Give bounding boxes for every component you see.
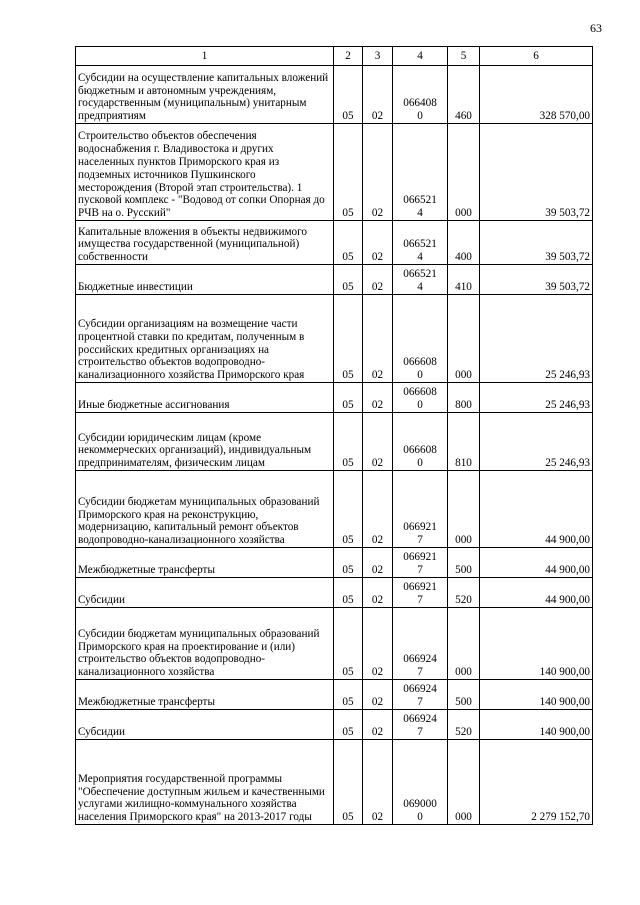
amount: 140 900,00 — [480, 608, 593, 680]
target-article-code-top: 066521 — [403, 194, 437, 207]
row-name: Межбюджетные трансферты — [76, 548, 334, 578]
target-article-code-bottom: 0 — [417, 811, 423, 824]
amount: 44 900,00 — [480, 548, 593, 578]
row-name: Строительство объектов обеспечения водоснабжения г. Владивостока и других населенных пунктов Приморского края из подземных источников Пушкинского месторождения (Второй этап строительства). 1 пусковой комплекс - "Водовод от сопки Опорная до РЧВ на о. Русский" — [76, 124, 334, 221]
row-name: Капитальные вложения в объекты недвижимого имущества государственной (муниципальной) собственности — [76, 221, 334, 265]
expense-type-code: 000 — [448, 471, 480, 548]
table-row — [76, 221, 593, 265]
row-name: Субсидии бюджетам муниципальных образований Приморского края на реконструкцию, модернизацию, капитальный ремонт объектов водопроводно-канализационного хозяйства — [76, 471, 334, 548]
target-article-code-bottom: 0 — [417, 399, 423, 412]
row-name: Бюджетные инвестиции — [76, 265, 334, 295]
section-code: 05 — [334, 578, 363, 608]
target-article-code-top: 066924 — [403, 713, 437, 726]
subsection-code: 02 — [363, 124, 393, 221]
table-row — [76, 680, 593, 710]
row-name: Субсидии юридическим лицам (кроме некоммерческих организаций), индивидуальным предпринимателям, физическим лицам — [76, 413, 334, 471]
target-article-code-bottom: 4 — [417, 281, 423, 294]
row-name: Субсидии — [76, 578, 334, 608]
target-article-code — [393, 578, 448, 608]
row-name: Иные бюджетные ассигнования — [76, 383, 334, 413]
target-article-code-top: 066924 — [403, 653, 437, 666]
column-header-6: 6 — [480, 47, 593, 66]
amount: 25 246,93 — [480, 383, 593, 413]
target-article-code — [393, 66, 448, 124]
target-article-code-bottom: 4 — [417, 251, 423, 264]
expense-type-code: 810 — [448, 413, 480, 471]
row-name: Межбюджетные трансферты — [76, 680, 334, 710]
target-article-code-bottom: 7 — [417, 594, 423, 607]
target-article-code — [393, 710, 448, 740]
table-row — [76, 740, 593, 825]
table-row — [76, 66, 593, 124]
expense-type-code: 410 — [448, 265, 480, 295]
expense-type-code: 520 — [448, 578, 480, 608]
table-row — [76, 608, 593, 680]
amount: 328 570,00 — [480, 66, 593, 124]
amount: 39 503,72 — [480, 124, 593, 221]
column-header-2: 2 — [334, 47, 363, 66]
target-article-code-top: 066408 — [403, 97, 437, 110]
section-code: 05 — [334, 740, 363, 825]
target-article-code-bottom: 4 — [417, 207, 423, 220]
target-article-code-top: 066521 — [403, 268, 437, 281]
amount: 25 246,93 — [480, 413, 593, 471]
target-article-code — [393, 124, 448, 221]
expense-type-code: 400 — [448, 221, 480, 265]
subsection-code: 02 — [363, 221, 393, 265]
target-article-code — [393, 295, 448, 383]
section-code: 05 — [334, 265, 363, 295]
page-number: 63 — [590, 21, 602, 35]
target-article-code-bottom: 7 — [417, 726, 423, 739]
target-article-code-bottom: 0 — [417, 110, 423, 123]
table-row — [76, 295, 593, 383]
table-row — [76, 548, 593, 578]
budget-table — [75, 46, 593, 825]
amount: 39 503,72 — [480, 265, 593, 295]
target-article-code — [393, 740, 448, 825]
expense-type-code: 500 — [448, 680, 480, 710]
target-article-code-top: 066608 — [403, 356, 437, 369]
subsection-code: 02 — [363, 66, 393, 124]
row-name: Мероприятия государственной программы "Обеспечение доступным жильем и качественными услугами жилищно-коммунального хозяйства населения Приморского края" на 2013-2017 годы — [76, 740, 334, 825]
column-header-3: 3 — [363, 47, 393, 66]
target-article-code — [393, 548, 448, 578]
section-code: 05 — [334, 124, 363, 221]
amount: 2 279 152,70 — [480, 740, 593, 825]
target-article-code — [393, 471, 448, 548]
subsection-code: 02 — [363, 383, 393, 413]
column-number-row — [76, 47, 593, 66]
subsection-code: 02 — [363, 578, 393, 608]
target-article-code-top: 066921 — [403, 521, 437, 534]
section-code: 05 — [334, 548, 363, 578]
subsection-code: 02 — [363, 413, 393, 471]
row-name: Субсидии — [76, 710, 334, 740]
subsection-code: 02 — [363, 680, 393, 710]
expense-type-code: 000 — [448, 740, 480, 825]
section-code: 05 — [334, 608, 363, 680]
column-header-5: 5 — [448, 47, 480, 66]
subsection-code: 02 — [363, 608, 393, 680]
target-article-code — [393, 413, 448, 471]
amount: 140 900,00 — [480, 680, 593, 710]
target-article-code-top: 069000 — [403, 798, 437, 811]
table-row — [76, 710, 593, 740]
target-article-code-top: 066608 — [403, 444, 437, 457]
target-article-code-top: 066921 — [403, 551, 437, 564]
amount: 140 900,00 — [480, 710, 593, 740]
target-article-code-top: 066924 — [403, 683, 437, 696]
row-name: Субсидии бюджетам муниципальных образований Приморского края на проектирование и (или) строительство объектов водопроводно-канализационного хозяйства — [76, 608, 334, 680]
target-article-code — [393, 680, 448, 710]
section-code: 05 — [334, 413, 363, 471]
subsection-code: 02 — [363, 740, 393, 825]
expense-type-code: 800 — [448, 383, 480, 413]
target-article-code-bottom: 0 — [417, 457, 423, 470]
table-row — [76, 471, 593, 548]
table-row — [76, 124, 593, 221]
column-header-4: 4 — [393, 47, 448, 66]
section-code: 05 — [334, 221, 363, 265]
expense-type-code: 460 — [448, 66, 480, 124]
subsection-code: 02 — [363, 710, 393, 740]
target-article-code-bottom: 0 — [417, 369, 423, 382]
expense-type-code: 000 — [448, 608, 480, 680]
target-article-code-bottom: 7 — [417, 696, 423, 709]
target-article-code-top: 066608 — [403, 386, 437, 399]
section-code: 05 — [334, 710, 363, 740]
subsection-code: 02 — [363, 548, 393, 578]
section-code: 05 — [334, 295, 363, 383]
row-name: Субсидии на осуществление капитальных вложений бюджетным и автономным учреждениям, государственным (муниципальным) унитарным предприятиям — [76, 66, 334, 124]
row-name: Субсидии организациям на возмещение части процентной ставки по кредитам, полученным в российских кредитных организациях на строительство объектов водопроводно-канализационного хозяйства Приморского края — [76, 295, 334, 383]
section-code: 05 — [334, 383, 363, 413]
amount: 44 900,00 — [480, 578, 593, 608]
target-article-code — [393, 221, 448, 265]
target-article-code-bottom: 7 — [417, 666, 423, 679]
target-article-code-top: 066521 — [403, 238, 437, 251]
expense-type-code: 000 — [448, 124, 480, 221]
amount: 25 246,93 — [480, 295, 593, 383]
target-article-code — [393, 608, 448, 680]
target-article-code-top: 066921 — [403, 581, 437, 594]
target-article-code — [393, 265, 448, 295]
subsection-code: 02 — [363, 265, 393, 295]
expense-type-code: 000 — [448, 295, 480, 383]
table-row — [76, 383, 593, 413]
subsection-code: 02 — [363, 295, 393, 383]
target-article-code-bottom: 7 — [417, 564, 423, 577]
expense-type-code: 520 — [448, 710, 480, 740]
column-header-1: 1 — [76, 47, 334, 66]
amount: 44 900,00 — [480, 471, 593, 548]
target-article-code-bottom: 7 — [417, 534, 423, 547]
section-code: 05 — [334, 66, 363, 124]
target-article-code — [393, 383, 448, 413]
table-row — [76, 413, 593, 471]
expense-type-code: 500 — [448, 548, 480, 578]
amount: 39 503,72 — [480, 221, 593, 265]
section-code: 05 — [334, 471, 363, 548]
table-row — [76, 578, 593, 608]
subsection-code: 02 — [363, 471, 393, 548]
section-code: 05 — [334, 680, 363, 710]
table-row — [76, 265, 593, 295]
